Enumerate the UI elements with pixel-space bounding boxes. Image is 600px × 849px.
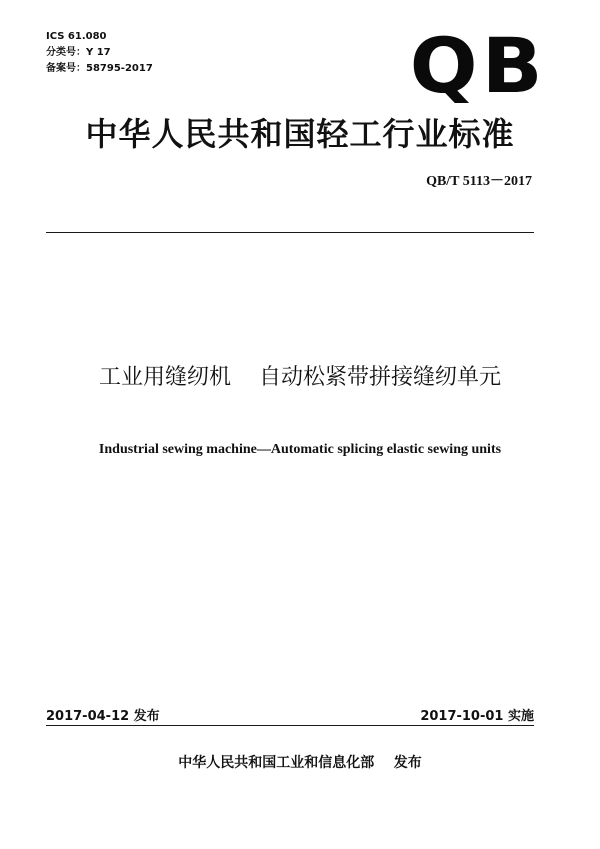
document-identifiers — [46, 29, 153, 77]
issue-date: 2017-04-12 发布 — [46, 709, 160, 724]
implementation-date: 2017-10-01 实施 — [420, 709, 534, 724]
standard-number: QB/T 5113－2017 — [426, 174, 532, 189]
classification-number: 分类号：Y 17 — [46, 47, 111, 58]
header-divider — [46, 232, 534, 233]
document-title-chinese: 工业用缝纫机 自动松紧带拼接缝纫单元 — [99, 365, 501, 390]
standard-category-title: 中华人民共和国轻工行业标准 — [85, 115, 515, 153]
footer-divider — [46, 725, 534, 726]
ics-code: ICS 61.080 — [46, 31, 107, 42]
record-number: 备案号：58795-2017 — [46, 63, 153, 74]
document-title-english: Industrial sewing machine—Automatic splicing elastic sewing units — [98, 442, 502, 457]
qb-logo: QB — [410, 21, 548, 110]
publisher-line: 中华人民共和国工业和信息化部 发布 — [178, 755, 422, 771]
